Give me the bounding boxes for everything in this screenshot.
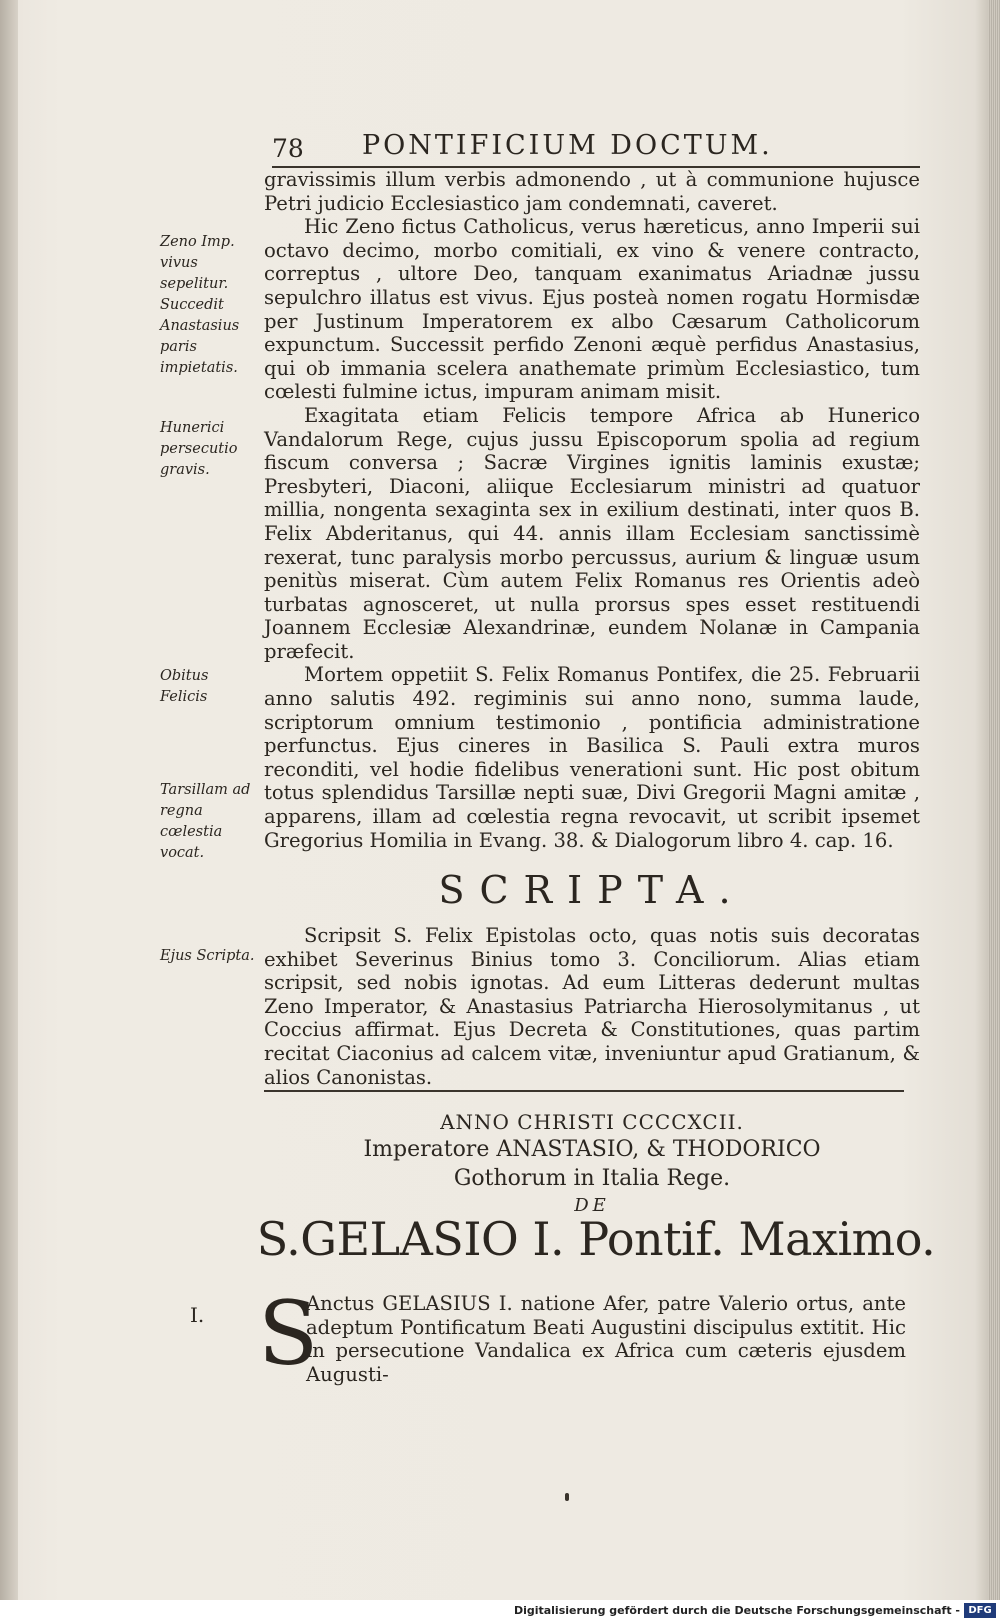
paragraph-3: Exagitata etiam Felicis tempore Africa ab Hunerico Vandalorum Rege, cujus jussu Episcoporum spolia ad regium fiscum conversa ; Sacræ Virgines ignitis laminis exustæ; Presbyteri, Diaconi, aliique Ecclesiarum ministri ad quatuor millia, nongenta sexaginta sex in exilium destinati, inter quos B. Felix Abderitanus, qui 44. annis illam Ecclesiam sanctissimè rexerat, tunc paralysis morbo percussus, aurium & linguæ usum penitùs miserat. Cùm autem Felix Romanus res Orientis adeò turbatas agnosceret, ut nulla prorsus spes esset restituendi Joannem Ecclesiæ Alexandrinæ, eundem Nolanæ in Campania præfecit. — [264, 403, 920, 663]
section-rule — [264, 1090, 904, 1092]
imperatore-line: Imperatore ANASTASIO, & THODORICO — [363, 1137, 821, 1162]
scripta-text — [264, 924, 920, 1089]
page-edge — [988, 0, 1000, 1600]
margin-note-scripta: Ejus Scripta. — [160, 948, 255, 964]
anno-line: ANNO CHRISTI CCCCXCII. — [440, 1110, 744, 1134]
section-numeral: I. — [190, 1303, 205, 1327]
margin-note-tarsillam: Tarsillam ad regna cœlestia vocat. — [160, 782, 251, 861]
drop-cap: S — [258, 1282, 319, 1385]
paragraph-2: Hic Zeno fictus Catholicus, verus hæreticus, anno Imperii sui octavo decimo, morbo comitiali, ex vino & venere contracto, correptus , ultore Deo, tanquam exanimatus Ariadnæ jussu sepulchro illatus est vivus. Ejus posteà nomen rogatu Hormisdæ per Justinum Imperatorem ex albo Cæsarum Catholicorum expunctum. Successit perfido Zenoni æquè perfidus Anastasius, qui ob immania scelera anathemate primùm Ecclesiastico, tum cœlesti fulmine ictus, impuram animam misit. — [264, 215, 920, 404]
gelasio-text: Anctus GELASIUS I. natione Afer, patre Valerio ortus, ante adeptum Pontificatum Beati Augustini discipulus extitit. Hic in persecutione Vandalica ex Africa cum cæteris ejusdem Augusti- — [306, 1292, 906, 1386]
book-gutter — [0, 0, 18, 1600]
scripta-paragraph: Scripsit S. Felix Epistolas octo, quas notis suis decoratas exhibet Severinus Binius tomo 3. Conciliorum. Alias etiam scripsit, sed nobis ignotas. Ad eum Litteras dederunt multas Zeno Imperator, & Anastasius Patriarcha Hierosolymitanus , ut Coccius affirmat. Ejus Decreta & Constitutiones, quas partim recitat Ciaconius ad calcem vitæ, inveniuntur apud Gratianum, & alios Canonistas. — [264, 924, 920, 1089]
gothorum-line: Gothorum in Italia Rege. — [453, 1166, 731, 1191]
section-title-scripta: SCRIPTA. — [438, 868, 746, 912]
running-title: PONTIFICIUM DOCTUM. — [362, 130, 773, 161]
margin-note-hunerici: Hunerici persecutio gravis. — [160, 420, 238, 478]
footer-credit: Digitalisierung gefördert durch die Deutsche Forschungsgemeinschaft - — [513, 1604, 960, 1617]
paragraph-4: Mortem oppetiit S. Felix Romanus Pontifex, die 25. Februarii anno salutis 492. regiminis sui anno nono, summa laude, scriptorum omnium testimonio , pontificia administratione perfunctus. Ejus cineres in Basilica S. Pauli extra muros reconditi, vel hodie fidelibus venerationi sunt. Hic post obitum totus splendidus Tarsillæ nepti suæ, Divi Gregorii Magni amitæ , apparens, illam ad cœlestia regna revocavit, ut scribit ipsemet Gregorius Homilia in Evang. 38. & Dialogorum libro 4. cap. 16. — [264, 663, 920, 852]
dfg-logo: DFG — [964, 1603, 996, 1618]
gelasio-title: S.GELASIO I. Pontif. Maximo. — [256, 1212, 936, 1266]
paragraph-1: gravissimis illum verbis admonendo , ut à communione hujusce Petri judicio Ecclesiastico jam condemnati, caveret. — [264, 168, 920, 215]
printer-mark — [565, 1493, 569, 1501]
de-line: DE — [574, 1195, 610, 1216]
margin-note-obitus: Obitus Felicis — [160, 668, 209, 705]
margin-note-zeno: Zeno Imp. vivus sepelitur. Succedit Anastasius paris impietatis. — [160, 234, 240, 376]
footer-bar — [0, 1600, 1000, 1622]
page-header — [272, 128, 920, 168]
main-text — [264, 168, 920, 852]
page-number: 78 — [272, 134, 304, 163]
